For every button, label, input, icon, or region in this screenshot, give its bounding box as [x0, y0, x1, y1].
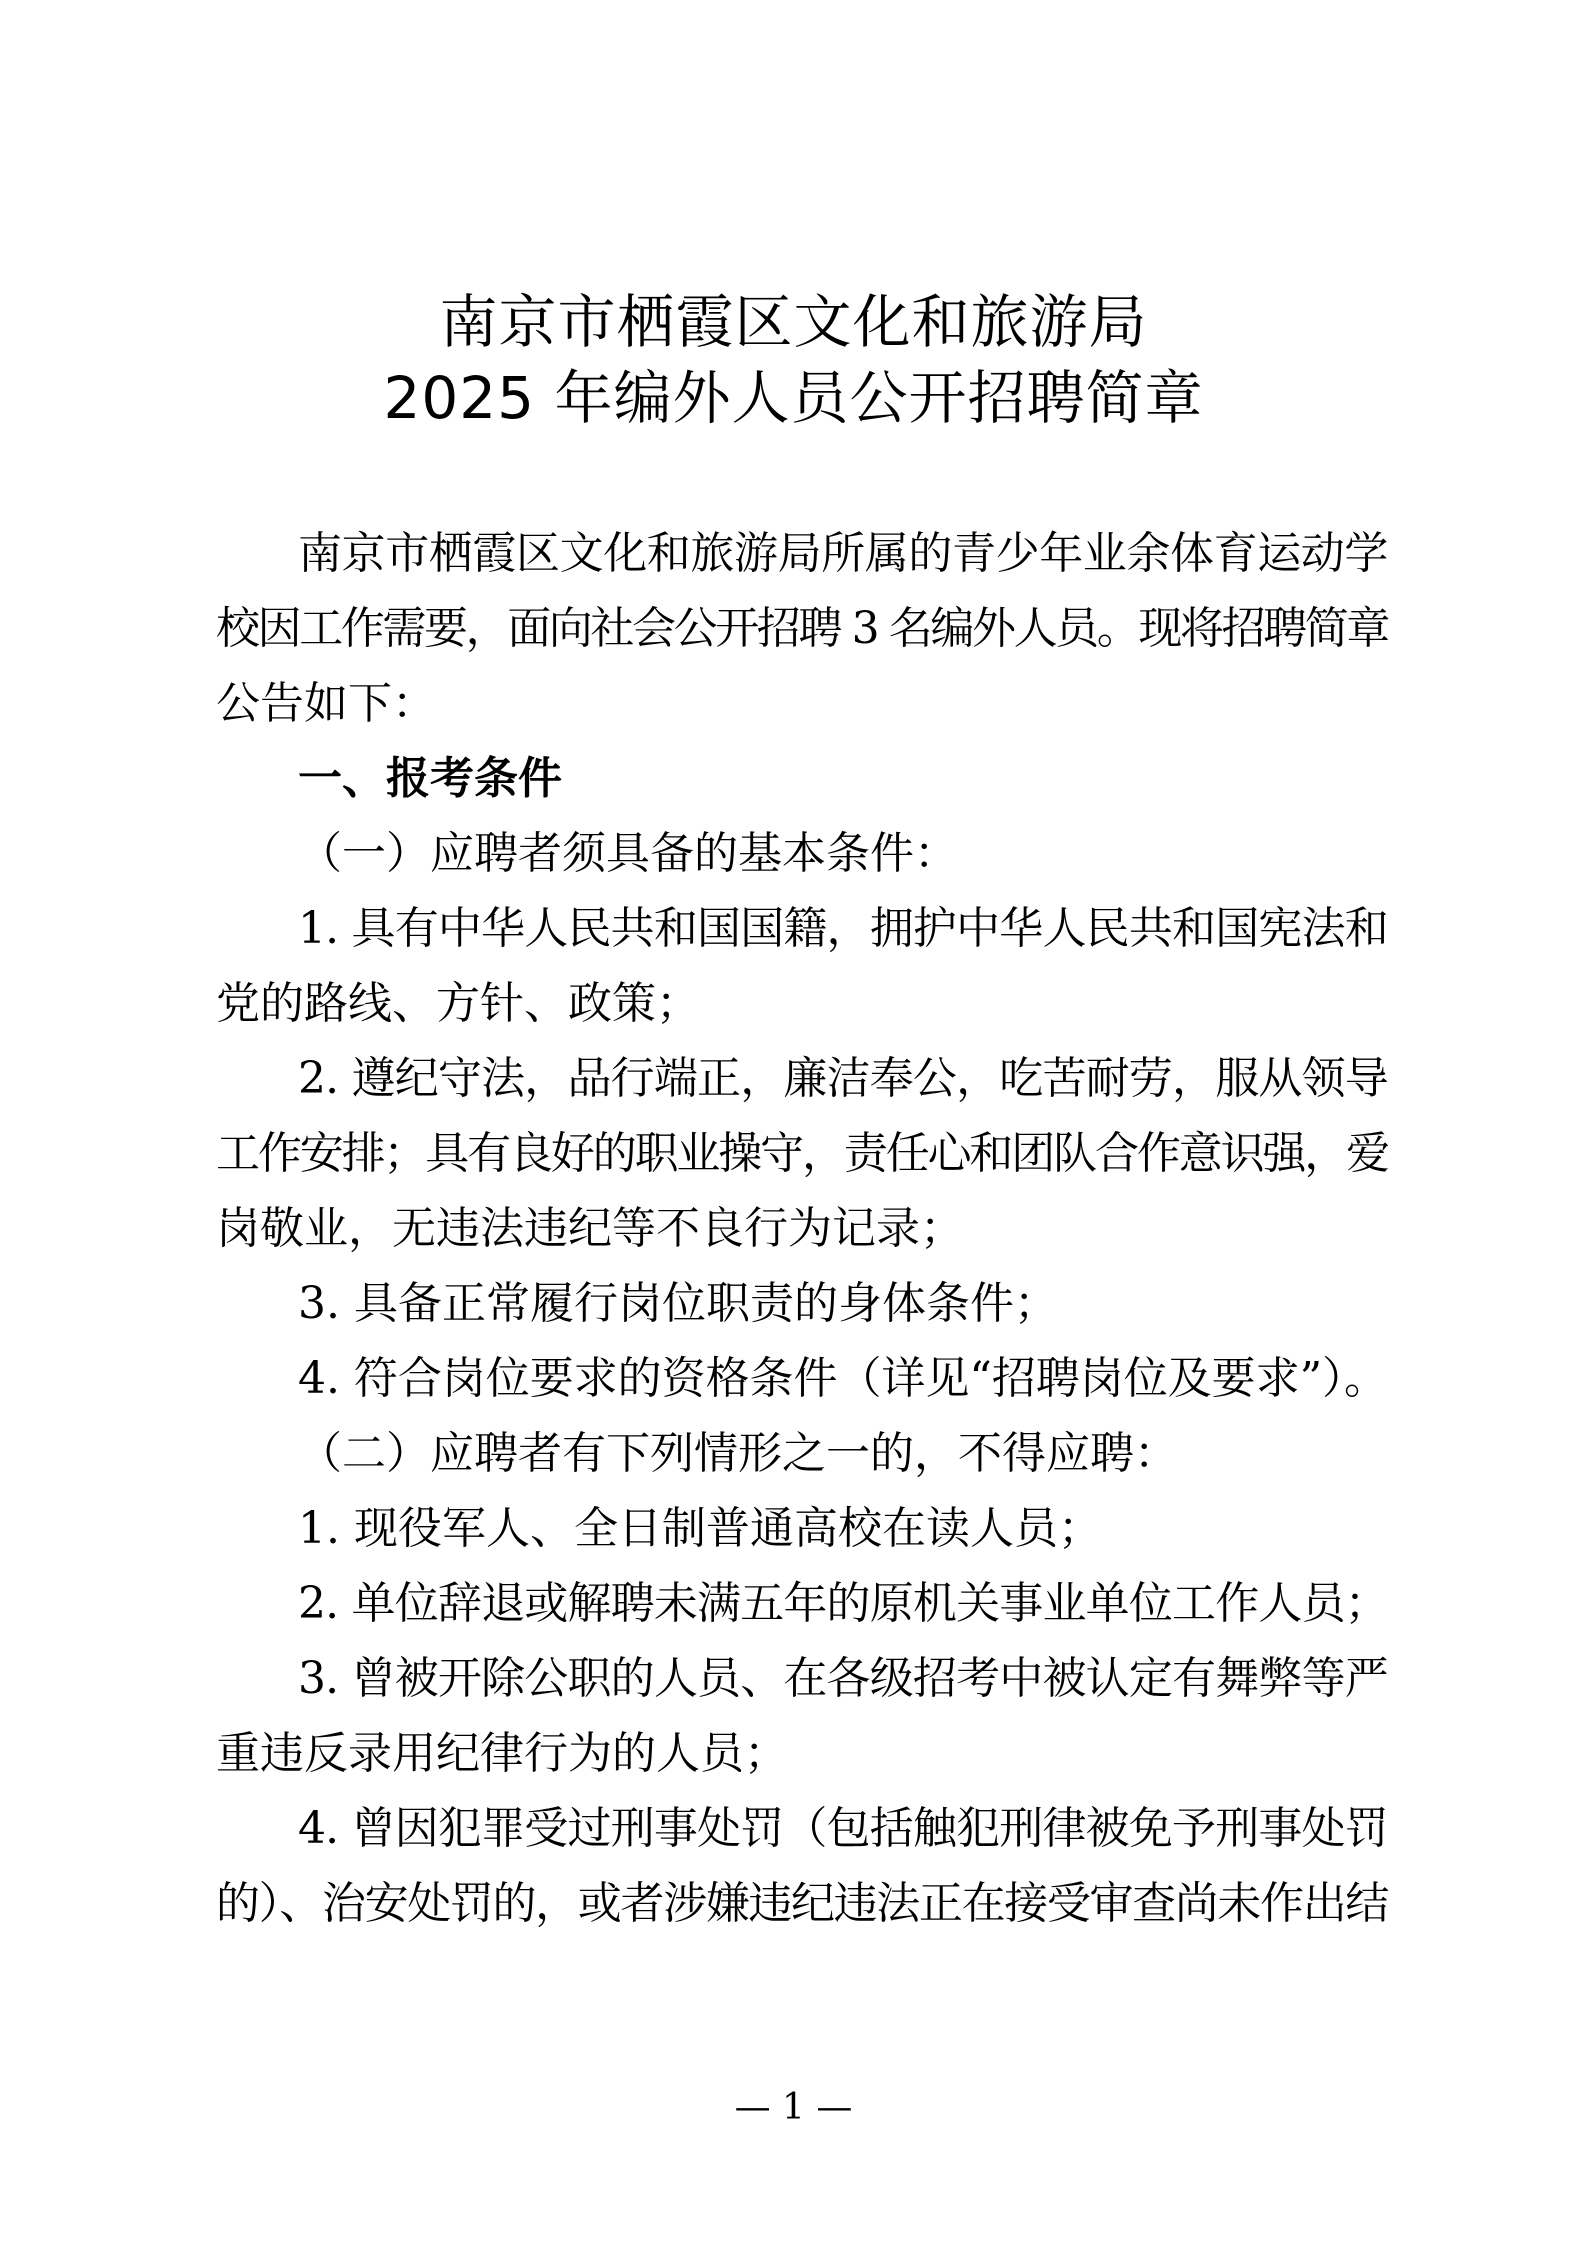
paragraph-intro-line-1: 南京市栖霞区文化和旅游局所属的青少年业余体育运动学: [298, 528, 1388, 579]
document-title-line-2: 2025 年编外人员公开招聘简章: [383, 364, 1204, 432]
paragraph-intro-line-3: 公告如下：: [216, 678, 436, 729]
list-item-line: 重违反录用纪律行为的人员；: [216, 1728, 788, 1779]
list-item-line: 党的路线、方针、政策；: [216, 978, 700, 1029]
list-item-line: 工作安排；具有良好的职业操守，责任心和团队合作意识强，爱: [216, 1128, 1388, 1179]
page-number: — 1 —: [734, 2087, 853, 2128]
list-item-line: 的）、治安处罚的，或者涉嫌违纪违法正在接受审查尚未作出结: [216, 1878, 1388, 1929]
document-title-line-1: 南京市栖霞区文化和旅游局: [439, 288, 1148, 356]
paragraph-intro-line-2: 校因工作需要，面向社会公开招聘 3 名编外人员。现将招聘简章: [216, 603, 1388, 654]
subsection-heading: （一）应聘者须具备的基本条件：: [298, 828, 958, 879]
list-item-line: 1. 具有中华人民共和国国籍，拥护中华人民共和国宪法和: [298, 903, 1388, 954]
list-item-line: 3. 曾被开除公职的人员、在各级招考中被认定有舞弊等严: [298, 1653, 1388, 1704]
list-item-line: 2. 单位辞退或解聘未满五年的原机关事业单位工作人员；: [298, 1578, 1388, 1629]
list-item-line: 3. 具备正常履行岗位职责的身体条件；: [298, 1278, 1058, 1329]
subsection-heading: （二）应聘者有下列情形之一的，不得应聘：: [298, 1428, 1178, 1479]
list-item-line: 1. 现役军人、全日制普通高校在读人员；: [298, 1503, 1102, 1554]
list-item-line: 4. 曾因犯罪受过刑事处罚（包括触犯刑律被免予刑事处罚: [298, 1803, 1388, 1854]
list-item-line: 2. 遵纪守法，品行端正，廉洁奉公，吃苦耐劳，服从领导: [298, 1053, 1388, 1104]
list-item-line: 4. 符合岗位要求的资格条件（详见“招聘岗位及要求”）。: [298, 1353, 1388, 1404]
section-heading: 一、报考条件: [298, 753, 562, 804]
list-item-line: 岗敬业，无违法违纪等不良行为记录；: [216, 1203, 964, 1254]
